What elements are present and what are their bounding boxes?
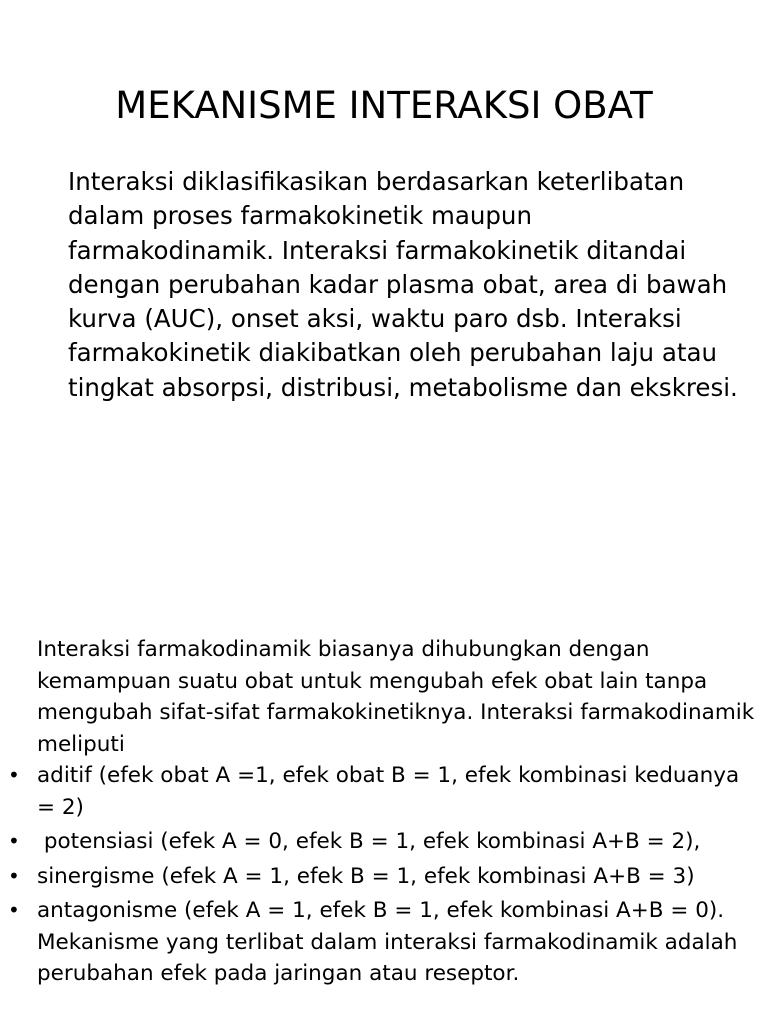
bullet-icon: • bbox=[8, 763, 20, 787]
list-item-sinergisme bbox=[0, 861, 768, 893]
bullet-icon: • bbox=[8, 898, 20, 922]
list-item-potensiasi bbox=[0, 826, 768, 858]
list-item-text: potensiasi (efek A = 0, efek B = 1, efek kombinasi A+B = 2), bbox=[37, 829, 701, 854]
list-item-text: antagonisme (efek A = 1, efek B = 1, efek kombinasi A+B = 0). bbox=[37, 898, 725, 923]
bullet-icon: • bbox=[8, 829, 20, 853]
pharmacodynamic-section bbox=[0, 634, 768, 990]
paragraph-pharmacokinetic: Interaksi diklasifikasikan berdasarkan keterlibatan dalam proses farmakokinetik maupun farmakodinamik. Interaksi farmakokinetik ditandai dengan perubahan kadar plasma obat, area di bawah kurva (AUC), onset aksi, waktu paro dsb. Interaksi farmakokinetik diakibatkan oleh perubahan laju atau tingkat absorpsi, distribusi, metabolisme dan ekskresi. bbox=[68, 167, 738, 402]
bullet-icon: • bbox=[8, 863, 20, 888]
list-item-aditif bbox=[0, 760, 768, 823]
slide-title: MEKANISME INTERAKSI OBAT bbox=[115, 84, 653, 127]
paragraph-pharmacodynamic-intro: Interaksi farmakodinamik biasanya dihubungkan dengan kemampuan suatu obat untuk mengubah efek obat lain tanpa mengubah sifat-sifat farmakokinetiknya. Interaksi farmakodinamik meliputi bbox=[37, 637, 755, 757]
list-item-antagonisme bbox=[0, 895, 768, 927]
paragraph-pharmacodynamic-mechanism: Mekanisme yang terlibat dalam interaksi farmakodinamik adalah perubahan efek pada jaringan atau reseptor. bbox=[37, 929, 738, 986]
list-item-text: sinergisme (efek A = 1, efek B = 1, efek kombinasi A+B = 3) bbox=[37, 863, 695, 889]
interaction-type-list bbox=[0, 760, 768, 927]
list-item-text: aditif (efek obat A =1, efek obat B = 1, efek kombinasi keduanya = 2) bbox=[37, 763, 747, 820]
